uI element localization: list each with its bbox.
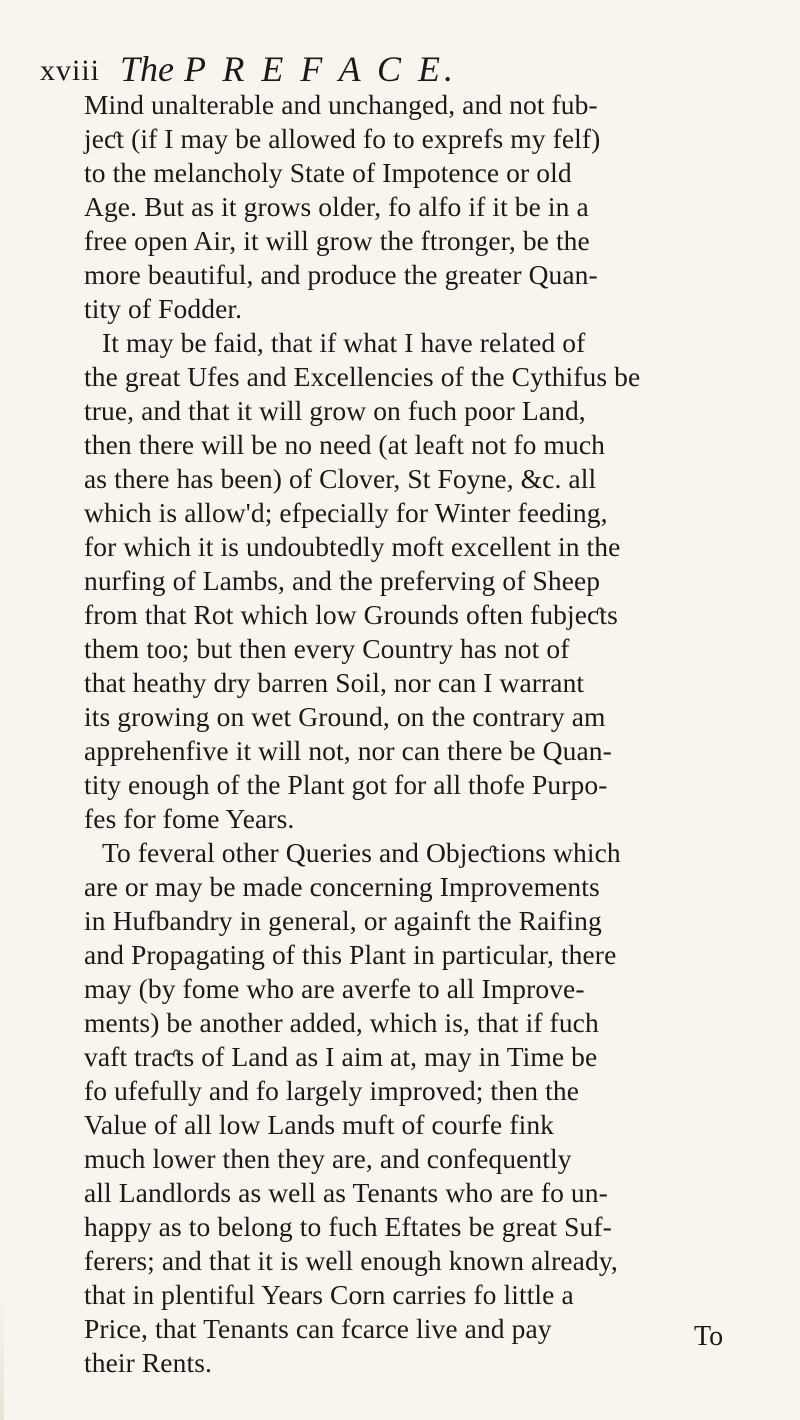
text-line: Price, that Tenants can fcarce live and pay	[84, 1313, 552, 1344]
text-line: apprehenfive it will not, nor can there be Quan-	[84, 735, 612, 766]
text-line: their Rents.	[84, 1347, 212, 1378]
text-line: Value of all low Lands muft of courfe fink	[84, 1109, 555, 1140]
text-line: tity enough of the Plant got for all thofe Purpo-	[84, 769, 608, 800]
text-line: free open Air, it will grow the ftronger, be the	[84, 225, 590, 256]
running-head	[120, 48, 457, 90]
text-line: from that Rot which low Grounds often fubjeƈts	[84, 599, 618, 630]
text-line: that in plentiful Years Corn carries fo little a	[84, 1279, 574, 1310]
text-line: its growing on wet Ground, on the contrary am	[84, 701, 606, 732]
text-line: are or may be made concerning Improvements	[84, 871, 600, 902]
text-line: Age. But as it grows older, fo alfo if it be in a	[84, 191, 589, 222]
text-line: jeƈt (if I may be allowed fo to exprefs my felf)	[84, 123, 601, 154]
text-line: more beautiful, and produce the greater Quan-	[84, 259, 598, 290]
text-line: which is allow'd; efpecially for Winter feeding,	[84, 497, 608, 528]
text-line: fes for fome Years.	[84, 803, 295, 834]
text-line: ments) be another added, which is, that if fuch	[84, 1007, 599, 1038]
body-text	[84, 88, 774, 1380]
text-line: tity of Fodder.	[84, 293, 243, 324]
text-line: To feveral other Queries and Objeƈtions which	[102, 837, 621, 868]
running-head-the: The	[120, 49, 174, 89]
text-line: as there has been) of Clover, St Foyne, &c. all	[84, 463, 597, 494]
text-line: that heathy dry barren Soil, nor can I warrant	[84, 667, 585, 698]
text-line: may (by fome who are averfe to all Improve-	[84, 973, 585, 1004]
text-line: much lower then they are, and confequently	[84, 1143, 572, 1174]
catchword: To	[694, 1321, 724, 1352]
text-line: in Hufbandry in general, or againft the Raifing	[84, 905, 602, 936]
page-number: xviii	[40, 54, 101, 87]
text-line: true, and that it will grow on fuch poor Land,	[84, 395, 586, 426]
text-line: nurfing of Lambs, and the preferving of Sheep	[84, 565, 601, 596]
running-head-preface: P R E F A C E.	[184, 49, 458, 89]
text-line: to the melancholy State of Impotence or old	[84, 157, 572, 188]
text-line: happy as to belong to fuch Eftates be great Suf-	[84, 1211, 612, 1242]
text-line: and Propagating of this Plant in particular, there	[84, 939, 617, 970]
text-line: all Landlords as well as Tenants who are fo un-	[84, 1177, 608, 1208]
text-line: fo ufefully and fo largely improved; then the	[84, 1075, 580, 1106]
page-edge-shadow	[0, 1290, 4, 1420]
text-line: vaft traƈts of Land as I aim at, may in Time be	[84, 1041, 598, 1072]
text-line: them too; but then every Country has not of	[84, 633, 570, 664]
page-header	[40, 48, 760, 88]
text-line: ferers; and that it is well enough known already,	[84, 1245, 618, 1276]
text-line: It may be faid, that if what I have related of	[102, 327, 586, 358]
text-line: the great Ufes and Excellencies of the Cythifus be	[84, 361, 641, 392]
text-line: then there will be no need (at leaft not fo much	[84, 429, 606, 460]
text-line: Mind unalterable and unchanged, and not fub-	[84, 89, 598, 120]
text-line: for which it is undoubtedly moft excellent in the	[84, 531, 621, 562]
